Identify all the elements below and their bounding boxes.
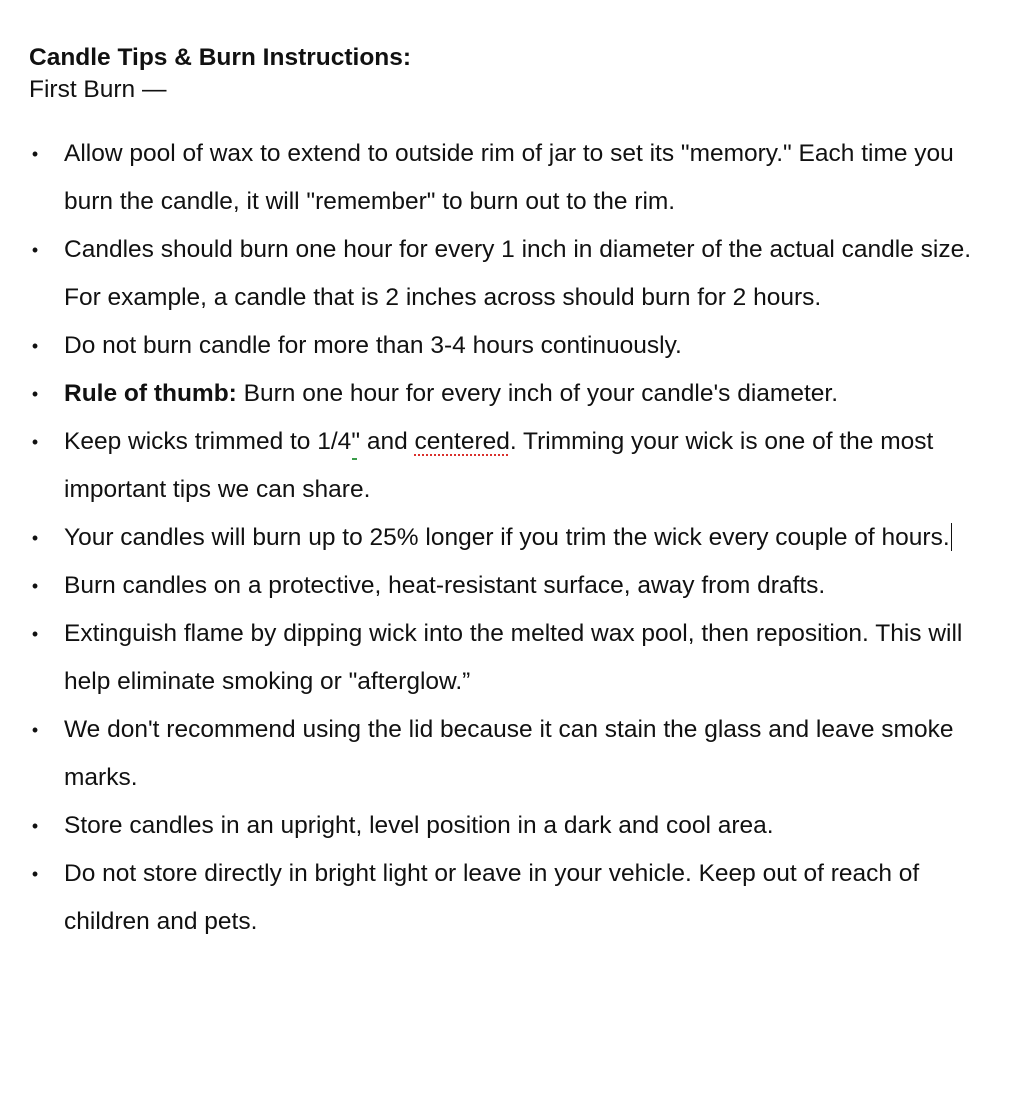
list-item-text: Do not burn candle for more than 3-4 hours continuously.: [64, 332, 682, 359]
list-item[interactable]: [0, 706, 1016, 802]
tips-list: [0, 130, 1016, 946]
list-item-text: Candles should burn one hour for every 1 inch in diameter of the actual candle size. For example, a candle that is 2 inches across should burn for 2 hours.: [64, 236, 972, 311]
list-item-text: We don't recommend using the lid because it can stain the glass and leave smoke marks.: [64, 716, 954, 791]
bullet-icon: •: [31, 144, 39, 164]
rule-of-thumb-label: Rule of thumb:: [64, 380, 237, 407]
list-item-text-content: Your candles will burn up to 25% longer if you trim the wick every couple of hours.: [64, 524, 950, 551]
list-item[interactable]: [0, 802, 1016, 850]
list-item-text: Allow pool of wax to extend to outside rim of jar to set its "memory." Each time you burn the candle, it will "remember" to burn out to the rim.: [64, 140, 954, 215]
bullet-icon: •: [31, 240, 39, 260]
list-item-text: Do not store directly in bright light or leave in your vehicle. Keep out of reach of children and pets.: [64, 860, 920, 935]
grammar-flagged-quote: ": [351, 428, 361, 455]
document-title: Candle Tips & Burn Instructions:: [29, 44, 412, 71]
bullet-icon: •: [31, 528, 39, 548]
bullet-icon: •: [31, 432, 39, 452]
grammar-underline: [352, 458, 357, 460]
bullet-icon: •: [31, 720, 39, 740]
list-item-text: Extinguish flame by dipping wick into the melted wax pool, then reposition. This will help eliminate smoking or "afterglow.”: [64, 620, 963, 695]
bullet-icon: •: [31, 576, 39, 596]
bullet-icon: •: [31, 864, 39, 884]
rule-of-thumb-text: Burn one hour for every inch of your candle's diameter.: [236, 380, 838, 407]
list-item[interactable]: [0, 850, 1016, 946]
list-item-text: [64, 514, 996, 562]
list-item[interactable]: [0, 610, 1016, 706]
bullet-icon: •: [31, 384, 39, 404]
document-subtitle: First Burn —: [29, 76, 167, 103]
text-cursor: [951, 523, 953, 551]
list-item-text: Store candles in an upright, level position in a dark and cool area.: [64, 812, 774, 839]
list-item[interactable]: [0, 226, 1016, 322]
list-item[interactable]: [0, 370, 1016, 418]
wick-text-start: Keep wicks trimmed to 1/4: [64, 428, 352, 455]
spellcheck-flagged-word[interactable]: centered: [414, 428, 510, 455]
list-item[interactable]: [0, 322, 1016, 370]
list-item[interactable]: [0, 514, 1016, 562]
list-item[interactable]: [0, 418, 1016, 514]
list-item-text: [64, 418, 996, 514]
bullet-icon: •: [31, 624, 39, 644]
wick-text-end: . Trimming your wick is one of the most important tips we can share.: [64, 428, 934, 503]
list-item[interactable]: [0, 562, 1016, 610]
wick-text-middle: and: [360, 428, 415, 455]
bullet-icon: •: [31, 336, 39, 356]
list-item-text: [64, 370, 996, 418]
list-item[interactable]: [0, 130, 1016, 226]
list-item-text: Burn candles on a protective, heat-resistant surface, away from drafts.: [64, 572, 826, 599]
bullet-icon: •: [31, 816, 39, 836]
